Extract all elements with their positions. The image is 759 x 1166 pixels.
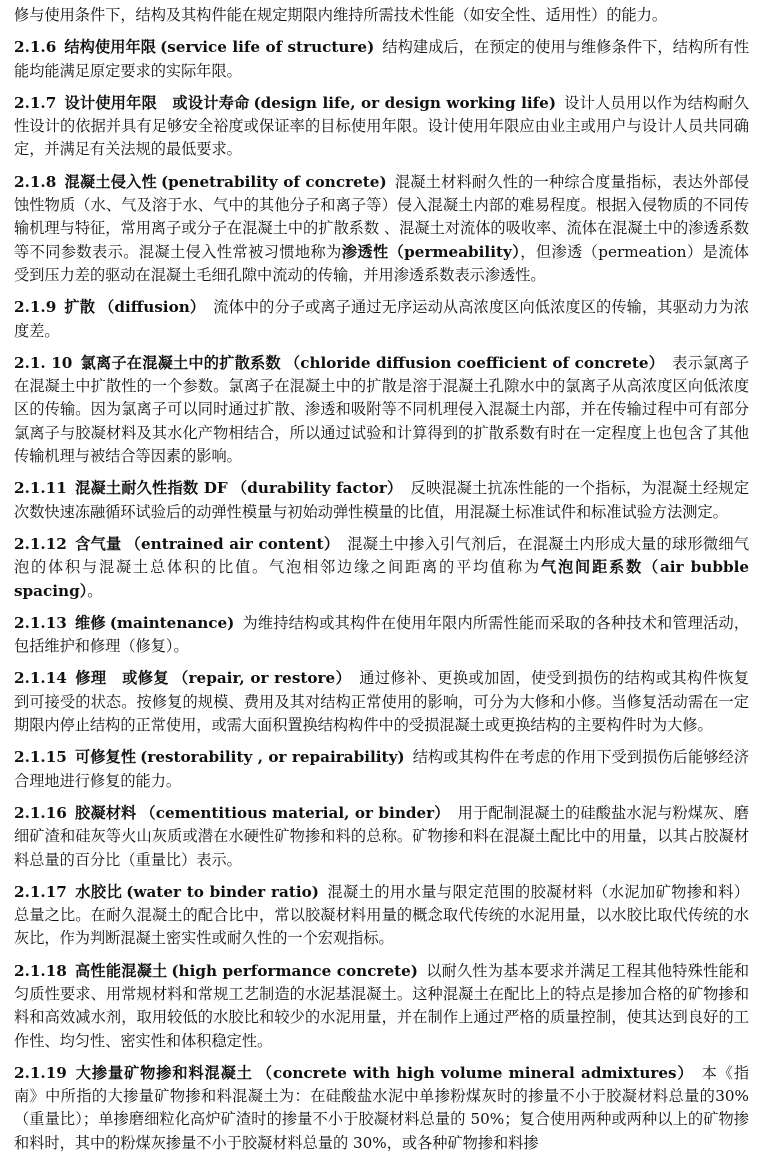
entry-2-1-6 [14, 36, 749, 83]
entry-2-1-14 [14, 667, 749, 737]
entry-2-1-12 [14, 533, 749, 603]
entry-number: 2.1.18 [14, 961, 67, 980]
entry-english-term: (service life of structure) [160, 38, 375, 57]
entry-definition: 混凝土材料耐久性的一种综合度量指标，表达外部侵蚀性物质（水、气及溶于水、气中的其他分子和离子等）侵入混凝土内部的难易程度。根据入侵物质的不同传输机理与特征，常用离子或分子在混凝土中的扩散系数 、混凝土对流体的吸收率、流体在混凝土中的渗透系数等不同参数表示。混凝土侵入性常被习惯地称为 [14, 172, 750, 261]
entry-term: 氯离子在混凝土中的扩散系数 [80, 353, 281, 372]
entry-number: 2.1. 10 [14, 353, 73, 372]
entry-number: 2.1.8 [14, 172, 57, 191]
entry-definition-continued: 。 [87, 581, 103, 600]
entry-english-term: （entrained air content） [125, 534, 340, 553]
entry-term: 水胶比 [74, 882, 123, 901]
entry-definition: 反映混凝土抗冻性能的一个指标，为混凝土经规定次数快速冻融循环试验后的动弹性模量与初始动弹性模量的比值，用混凝土标准试件和标准试验方法测定。 [14, 479, 750, 521]
entry-2-1-7 [14, 92, 749, 162]
entry-2-1-10 [14, 352, 749, 468]
intro-text: 修与使用条件下，结构及其构件能在规定期限内维持所需技术性能（如安全性、适用性）的能力。 [14, 6, 668, 24]
entry-number: 2.1.19 [14, 1063, 67, 1082]
entry-2-1-19 [14, 1062, 749, 1155]
entry-bold-term: 气泡间距系数（air bubble spacing） [14, 558, 750, 600]
entry-definition: 通过修补、更换或加固，使受到损伤的结构或其构件恢复到可接受的状态。按修复的规模、费用及其对结构正常使用的影响，可分为大修和小修。当修复活动需在一定期限内停止结构的正常使用，或需大面积置换结构构件中的受损混凝土或更换结构的主要构件时为大修。 [14, 669, 750, 735]
entry-english-term: (water to binder ratio) [126, 882, 319, 901]
entry-term: 维修 [74, 613, 106, 632]
entry-definition: 为维持结构或其构件在使用年限内所需性能而采取的各种技术和管理活动，包括维护和修理（修复）。 [14, 613, 750, 656]
entry-term: 大掺量矿物掺和料混凝土 [74, 1063, 253, 1082]
entry-definition: 以耐久性为基本要求并满足工程其他特殊性能和匀质性要求、用常规材料和常规工艺制造的水泥基混凝土。这种混凝土在配比上的特点是掺加合格的矿物掺和料和高效减水剂，取用较低的水胶比和较少的水泥用量，并在制作上通过严格的质量控制，使其达到良好的工作性、均匀性、密实性和体积稳定性。 [14, 961, 750, 1050]
entry-2-1-15 [14, 746, 749, 793]
entry-2-1-18 [14, 960, 749, 1053]
entry-definition: 表示氯离子在混凝土中扩散性的一个参数。氯离子在混凝土中的扩散是溶于混凝土孔隙水中的氯离子从高浓度区向低浓度区的传输。因为氯离子可以同时通过扩散、渗透和吸附等不同机理侵入混凝土内部，并在传输过程中可有部分氯离子与胶凝材料及其水化产物相结合，所以通过试验和计算得到的扩散系数有时在一定程度上也包含了其他传输机理与被结合等因素的影响。 [14, 353, 750, 466]
entry-number: 2.1.6 [14, 38, 57, 57]
entry-term: 混凝土耐久性指数 DF [74, 479, 228, 498]
entry-definition-continued: ，但渗透（permeation）是流体受到压力差的驱动在混凝土毛细孔隙中流动的传输，并用渗透系数表示渗透性。 [14, 242, 749, 284]
entry-definition: 设计人员用以作为结构耐久性设计的依据并具有足够安全裕度或保证率的目标使用年限。设计使用年限应由业主或用户与设计人员共同确定，并满足有关法规的最低要求。 [14, 93, 750, 159]
entry-definition: 混凝土的用水量与限定范围的胶凝材料（水泥加矿物掺和料）总量之比。在耐久混凝土的配合比中，常以胶凝材料用量的概念取代传统的水泥用量，以水胶比取代传统的水灰比，作为判断混凝土密实性或耐久性的一个宏观指标。 [14, 882, 750, 948]
entry-english-term: （cementitious material, or binder） [140, 803, 450, 822]
entry-term: 高性能混凝土 [74, 961, 168, 980]
entry-number: 2.1.11 [14, 479, 67, 498]
entry-term: 含气量 [74, 534, 122, 553]
entry-term: 结构使用年限 [64, 38, 157, 57]
entry-number: 2.1.15 [14, 748, 67, 767]
entry-2-1-9 [14, 296, 749, 343]
intro-continuation [14, 4, 749, 27]
entry-definition: 结构或其构件在考虑的作用下受到损伤后能够经济合理地进行修复的能力。 [14, 748, 750, 790]
entry-english-term: （durability factor） [231, 479, 403, 498]
entry-number: 2.1.9 [14, 298, 57, 317]
entry-term: 设计使用年限 或设计寿命 [64, 93, 250, 112]
entry-english-term: （repair, or restore） [172, 669, 352, 688]
entry-2-1-8 [14, 171, 749, 287]
entry-term: 修理 或修复 [74, 669, 169, 688]
entry-term: 可修复性 [74, 748, 137, 767]
entry-2-1-16 [14, 802, 749, 872]
entry-english-term: （diffusion） [99, 298, 206, 317]
entry-number: 2.1.7 [14, 93, 57, 112]
entry-number: 2.1.14 [14, 669, 67, 688]
entry-number: 2.1.16 [14, 803, 67, 822]
entry-definition: 本《指南》中所指的大掺量矿物掺和料混凝土为：在硅酸盐水泥中单掺粉煤灰时的掺量不小于胶凝材料总量的30%（重量比）；单掺磨细粒化高炉矿渣时的掺量不小于胶凝材料总量的 50%；复合使用两种或两种以上的矿物掺和料时，其中的粉煤灰掺量不小于胶凝材料总量的 30%，或各种矿物掺和料掺 [14, 1063, 750, 1152]
entry-definition: 用于配制混凝土的硅酸盐水泥与粉煤灰、磨细矿渣和硅灰等火山灰质或潜在水硬性矿物掺和料的总称。矿物掺和料在混凝土配比中的用量，以其占胶凝材料总量的百分比（重量比）表示。 [14, 803, 749, 869]
entry-term: 胶凝材料 [74, 803, 137, 822]
entry-bold-term: 渗透性（permeability） [341, 242, 521, 261]
entry-2-1-13 [14, 612, 749, 659]
entry-english-term: （concrete with high volume mineral admixtures） [256, 1063, 694, 1082]
entry-english-term: (restorability , or repairability) [140, 748, 405, 767]
entry-definition: 结构建成后，在预定的使用与维修条件下，结构所有性能均能满足原定要求的实际年限。 [14, 38, 750, 80]
entry-number: 2.1.12 [14, 534, 67, 553]
entry-definition: 流体中的分子或离子通过无序运动从高浓度区向低浓度区的传输，其驱动力为浓度差。 [14, 298, 750, 340]
entry-number: 2.1.13 [14, 613, 67, 632]
entry-term: 扩散 [64, 298, 96, 317]
entry-2-1-11 [14, 477, 749, 524]
entry-english-term: （chloride diffusion coefficient of concrete） [284, 353, 665, 372]
entry-english-term: (maintenance) [109, 613, 235, 632]
entry-term: 混凝土侵入性 [64, 172, 157, 191]
entry-2-1-17 [14, 881, 749, 951]
entry-english-term: (high performance concrete) [171, 961, 418, 980]
entry-definition: 混凝土中掺入引气剂后，在混凝土内形成大量的球形微细气泡的体积与混凝土总体积的比值。气泡相邻边缘之间距离的平均值称为 [14, 534, 750, 577]
entry-english-term: (penetrability of concrete) [160, 172, 387, 191]
entry-number: 2.1.17 [14, 882, 67, 901]
entry-english-term: (design life, or design working life) [253, 93, 557, 112]
